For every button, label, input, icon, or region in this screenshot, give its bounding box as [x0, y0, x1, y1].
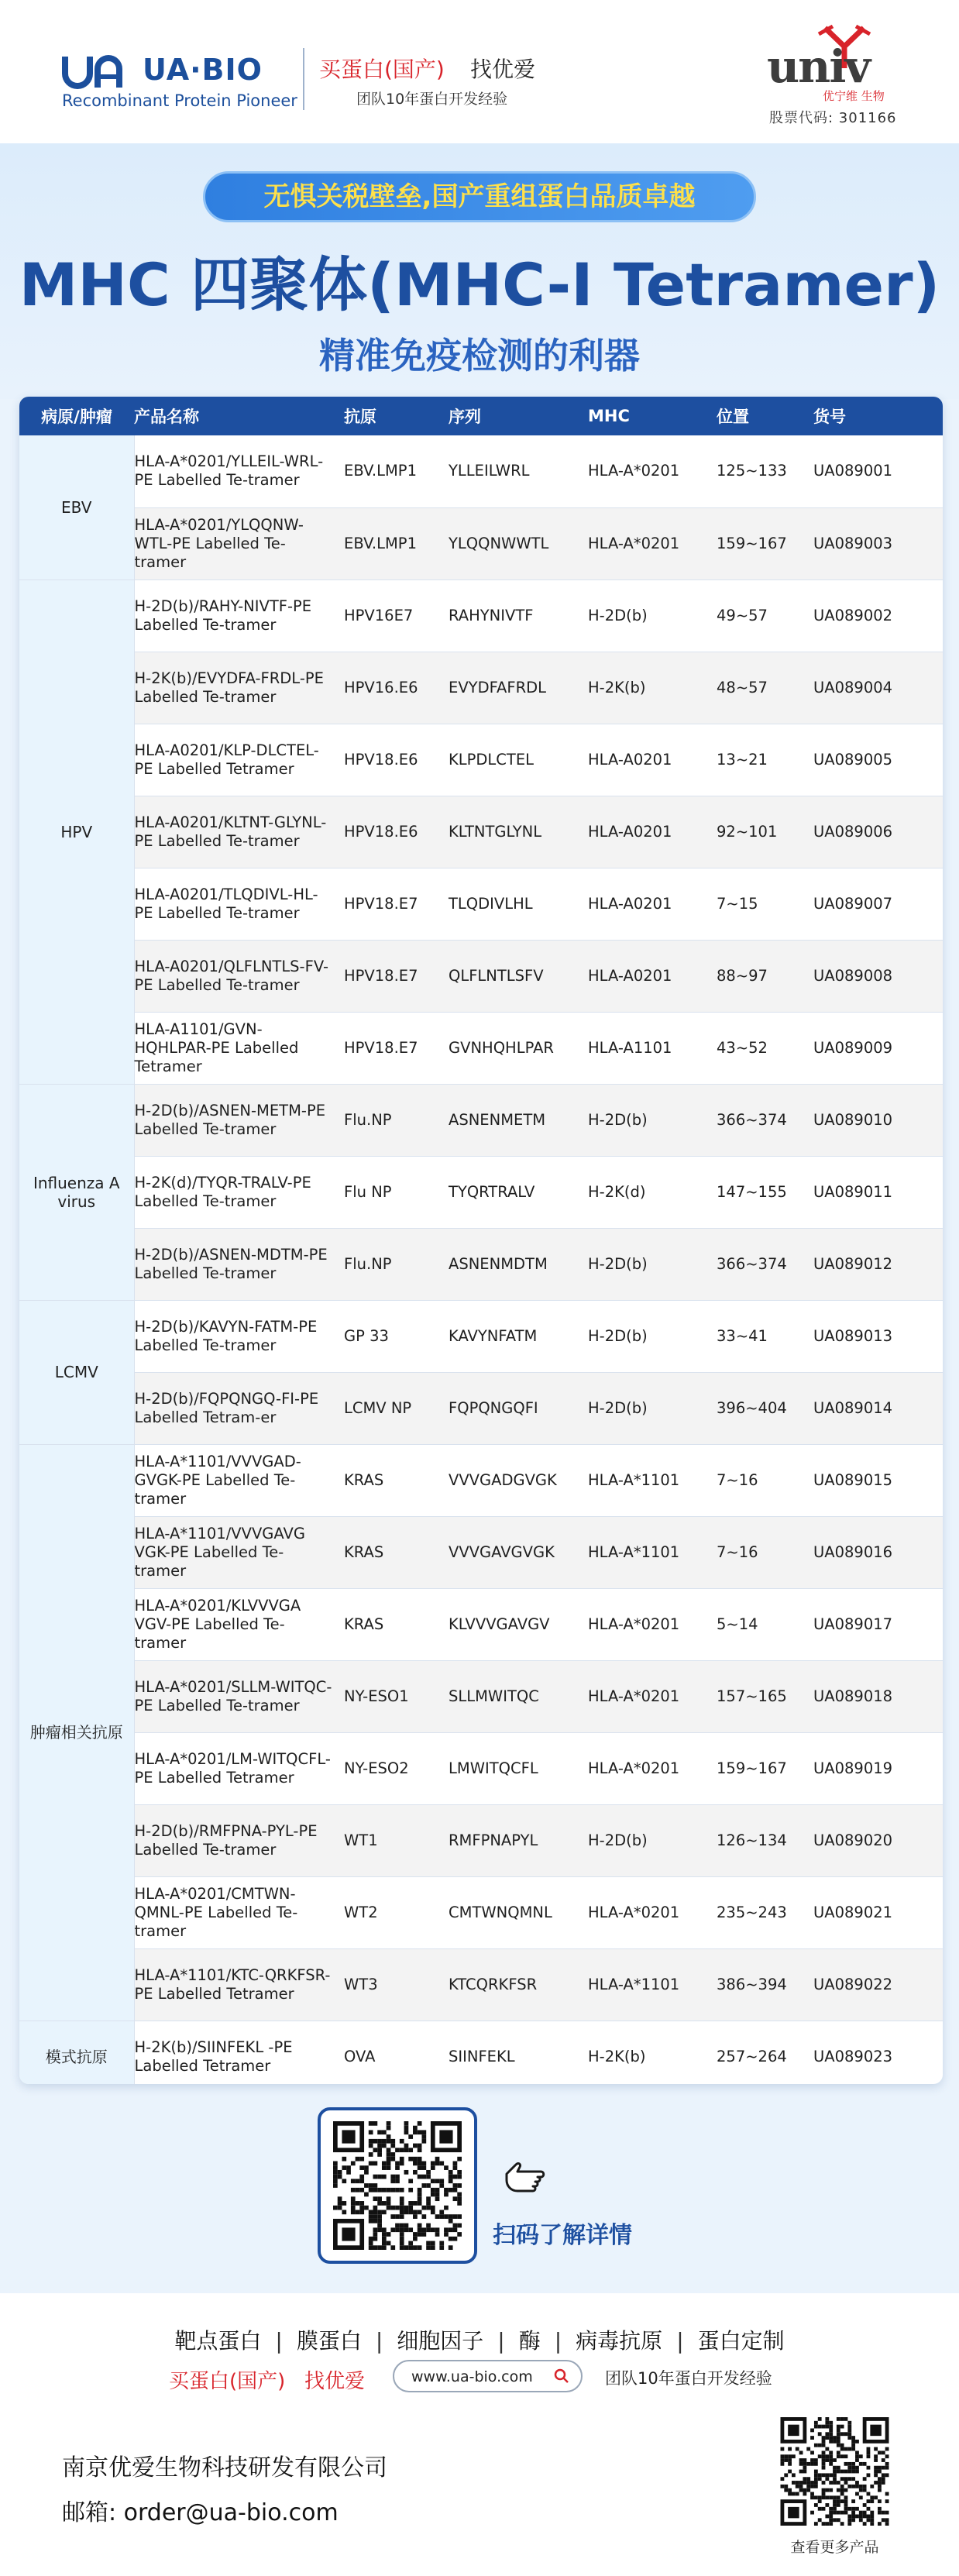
- category-separator: |: [676, 2328, 684, 2354]
- table-body: [19, 435, 943, 2084]
- cat-no-cell: UA089017: [813, 1588, 943, 1660]
- cat-no-cell: UA089008: [813, 940, 943, 1012]
- sequence-cell: FQPQNGQFI: [449, 1372, 588, 1444]
- product-name-cell: H-2D(b)/RMFPNA-PYL-PE Labelled Te-tramer: [134, 1804, 344, 1876]
- footer-qr-code[interactable]: [779, 2417, 891, 2526]
- category-item[interactable]: 酶: [518, 2328, 541, 2354]
- header-divider: [303, 48, 304, 110]
- cat-no-cell: UA089023: [813, 2021, 943, 2084]
- product-name-cell: HLA-A*0201/CMTWN-QMNL-PE Labelled Te-tramer: [134, 1876, 344, 1948]
- position-cell: 49~57: [717, 580, 813, 652]
- header-position: 位置: [717, 408, 749, 426]
- position-cell: 366~374: [717, 1228, 813, 1300]
- position-cell: 5~14: [717, 1588, 813, 1660]
- category-cell: 模式抗原: [19, 2021, 134, 2084]
- page-subtitle: 精准免疫检测的利器: [319, 335, 640, 377]
- table-row: [19, 1732, 943, 1804]
- mhc-cell: H-2K(d): [588, 1156, 717, 1228]
- table-row: [19, 1876, 943, 1948]
- cat-no-cell: UA089004: [813, 652, 943, 724]
- product-name-cell: H-2D(b)/FQPQNGQ-FI-PE Labelled Tetram-er: [134, 1372, 344, 1444]
- product-table-card: [19, 397, 943, 2084]
- header: [0, 0, 959, 143]
- mhc-cell: H-2D(b): [588, 1372, 717, 1444]
- qr-code-frame[interactable]: [318, 2107, 477, 2264]
- antigen-cell: HPV18.E7: [344, 868, 449, 940]
- table-row: [19, 1516, 943, 1588]
- product-name-cell: HLA-A*0201/KLVVVGA VGV-PE Labelled Te-tramer: [134, 1588, 344, 1660]
- header-pathogen: 病原/肿瘤: [41, 408, 112, 426]
- mhc-cell: HLA-A*0201: [588, 1876, 717, 1948]
- sequence-cell: TLQDIVLHL: [449, 868, 588, 940]
- cat-no-cell: UA089022: [813, 1948, 943, 2021]
- mhc-cell: H-2D(b): [588, 1084, 717, 1156]
- position-cell: 366~374: [717, 1084, 813, 1156]
- antigen-cell: WT1: [344, 1804, 449, 1876]
- view-more-products-label: 查看更多产品: [790, 2539, 879, 2556]
- cat-no-cell: UA089018: [813, 1660, 943, 1732]
- antigen-cell: KRAS: [344, 1588, 449, 1660]
- table-row: [19, 724, 943, 796]
- univ-logo[interactable]: [767, 23, 922, 108]
- header-sequence: 序列: [449, 408, 481, 426]
- position-cell: 157~165: [717, 1660, 813, 1732]
- antigen-cell: Flu.NP: [344, 1084, 449, 1156]
- antigen-cell: EBV.LMP1: [344, 507, 449, 580]
- product-name-cell: HLA-A*0201/LM-WITQCFL-PE Labelled Tetramer: [134, 1732, 344, 1804]
- table-row: [19, 1948, 943, 2021]
- category-item[interactable]: 病毒抗原: [576, 2328, 663, 2354]
- position-cell: 386~394: [717, 1948, 813, 2021]
- antigen-cell: OVA: [344, 2021, 449, 2084]
- mhc-cell: HLA-A0201: [588, 724, 717, 796]
- position-cell: 235~243: [717, 1876, 813, 1948]
- cat-no-cell: UA089015: [813, 1444, 943, 1516]
- sequence-cell: VVVGADGVGK: [449, 1444, 588, 1516]
- slogan-text: 无惧关税壁垒,国产重组蛋白品质卓越: [263, 181, 696, 212]
- table-row: [19, 1084, 943, 1156]
- cat-no-cell: UA089014: [813, 1372, 943, 1444]
- position-cell: 7~16: [717, 1516, 813, 1588]
- mhc-cell: H-2K(b): [588, 2021, 717, 2084]
- website-url: www.ua-bio.com: [411, 2368, 533, 2385]
- page-title: MHC 四聚体(MHC-I Tetramer): [19, 250, 940, 319]
- mhc-cell: HLA-A*1101: [588, 1516, 717, 1588]
- footer-find-label: 找优爱: [304, 2370, 366, 2393]
- hero-banner: [0, 143, 959, 399]
- cat-no-cell: UA089010: [813, 1084, 943, 1156]
- sequence-cell: KLVVVGAVGV: [449, 1588, 588, 1660]
- position-cell: 257~264: [717, 2021, 813, 2084]
- cat-no-cell: UA089021: [813, 1876, 943, 1948]
- slogan-pill: [203, 171, 756, 222]
- footer-team-label: 团队10年蛋白开发经验: [605, 2369, 772, 2388]
- antigen-cell: HPV16.E6: [344, 652, 449, 724]
- sequence-cell: YLQQNWWTL: [449, 507, 588, 580]
- company-name: 南京优爱生物科技研发有限公司: [62, 2454, 387, 2481]
- cat-no-cell: UA089002: [813, 580, 943, 652]
- mhc-cell: HLA-A*0201: [588, 507, 717, 580]
- sequence-cell: ASNENMDTM: [449, 1228, 588, 1300]
- header-mhc: MHC: [588, 407, 630, 425]
- mhc-cell: H-2D(b): [588, 1300, 717, 1372]
- sequence-cell: QLFLNTLSFV: [449, 940, 588, 1012]
- stock-code: 股票代码: 301166: [769, 110, 897, 126]
- antigen-cell: NY-ESO2: [344, 1732, 449, 1804]
- table-row: [19, 2021, 943, 2084]
- mhc-cell: H-2D(b): [588, 1228, 717, 1300]
- cat-no-cell: UA089012: [813, 1228, 943, 1300]
- product-name-cell: HLA-A*0201/YLQQNW-WTL-PE Labelled Te-tramer: [134, 507, 344, 580]
- univ-wordmark: univ: [767, 40, 870, 93]
- position-cell: 159~167: [717, 507, 813, 580]
- mhc-cell: H-2D(b): [588, 580, 717, 652]
- product-name-cell: H-2D(b)/RAHY-NIVTF-PE Labelled Te-tramer: [134, 580, 344, 652]
- category-separator: |: [554, 2328, 562, 2354]
- antigen-cell: HPV16E7: [344, 580, 449, 652]
- antigen-cell: NY-ESO1: [344, 1660, 449, 1732]
- antigen-cell: HPV18.E6: [344, 724, 449, 796]
- pointing-hand-icon: [493, 2143, 555, 2205]
- position-cell: 33~41: [717, 1300, 813, 1372]
- table-row: [19, 1012, 943, 1084]
- sequence-cell: KLPDLCTEL: [449, 724, 588, 796]
- table-row: [19, 1300, 943, 1372]
- antigen-cell: HPV18.E6: [344, 796, 449, 868]
- mhc-cell: H-2K(b): [588, 652, 717, 724]
- category-separator: |: [375, 2328, 383, 2354]
- category-cell: Influenza A virus: [19, 1084, 134, 1300]
- position-cell: 125~133: [717, 435, 813, 507]
- product-table: [19, 397, 943, 2084]
- sequence-cell: ASNENMETM: [449, 1084, 588, 1156]
- cat-no-cell: UA089016: [813, 1516, 943, 1588]
- position-cell: 396~404: [717, 1372, 813, 1444]
- position-cell: 88~97: [717, 940, 813, 1012]
- table-row: [19, 1660, 943, 1732]
- sequence-cell: RAHYNIVTF: [449, 580, 588, 652]
- table-row: [19, 1588, 943, 1660]
- product-name-cell: HLA-A*1101/VVVGAD-GVGK-PE Labelled Te-tramer: [134, 1444, 344, 1516]
- table-header-row: [19, 397, 943, 435]
- cat-no-cell: UA089019: [813, 1732, 943, 1804]
- cat-no-cell: UA089007: [813, 868, 943, 940]
- search-icon: [553, 2368, 570, 2385]
- cat-no-cell: UA089009: [813, 1012, 943, 1084]
- product-name-cell: HLA-A*0201/SLLM-WITQC-PE Labelled Te-tramer: [134, 1660, 344, 1732]
- cat-no-cell: UA089005: [813, 724, 943, 796]
- table-row: [19, 1804, 943, 1876]
- position-cell: 147~155: [717, 1156, 813, 1228]
- mhc-cell: HLA-A*0201: [588, 1588, 717, 1660]
- position-cell: 126~134: [717, 1804, 813, 1876]
- category-item[interactable]: 细胞因子: [397, 2328, 484, 2354]
- sequence-cell: LMWITQCFL: [449, 1732, 588, 1804]
- product-name-cell: HLA-A0201/TLQDIVL-HL-PE Labelled Te-tramer: [134, 868, 344, 940]
- product-name-cell: HLA-A*0201/YLLEIL-WRL-PE Labelled Te-tramer: [134, 435, 344, 507]
- antigen-cell: GP 33: [344, 1300, 449, 1372]
- mhc-cell: HLA-A1101: [588, 1012, 717, 1084]
- category-separator: |: [497, 2328, 505, 2354]
- sequence-cell: GVNHQHLPAR: [449, 1012, 588, 1084]
- product-name-cell: HLA-A*1101/KTC-QRKFSR-PE Labelled Tetramer: [134, 1948, 344, 2021]
- product-name-cell: H-2D(b)/ASNEN-MDTM-PE Labelled Te-tramer: [134, 1228, 344, 1300]
- category-cell: LCMV: [19, 1300, 134, 1444]
- antigen-cell: Flu NP: [344, 1156, 449, 1228]
- category-item[interactable]: 蛋白定制: [697, 2328, 785, 2354]
- table-row: [19, 868, 943, 940]
- position-cell: 13~21: [717, 724, 813, 796]
- table-row: [19, 580, 943, 652]
- antigen-cell: WT2: [344, 1876, 449, 1948]
- product-name-cell: H-2D(b)/KAVYN-FATM-PE Labelled Te-tramer: [134, 1300, 344, 1372]
- product-name-cell: H-2K(b)/EVYDFA-FRDL-PE Labelled Te-tramer: [134, 652, 344, 724]
- antigen-cell: HPV18.E7: [344, 1012, 449, 1084]
- mhc-cell: HLA-A*0201: [588, 1732, 717, 1804]
- mhc-cell: HLA-A0201: [588, 940, 717, 1012]
- category-cell: 肿瘤相关抗原: [19, 1444, 134, 2021]
- qr-section: [0, 2084, 959, 2293]
- header-antigen: 抗原: [344, 408, 376, 426]
- scan-for-details-label: 扫码了解详情: [493, 2222, 632, 2249]
- website-search-box[interactable]: [393, 2360, 583, 2392]
- table-row: [19, 1156, 943, 1228]
- antigen-cell: HPV18.E7: [344, 940, 449, 1012]
- table-row: [19, 1228, 943, 1300]
- mhc-cell: HLA-A0201: [588, 796, 717, 868]
- product-name-cell: HLA-A0201/KLTNT-GLYNL-PE Labelled Te-tramer: [134, 796, 344, 868]
- table-row: [19, 940, 943, 1012]
- position-cell: 7~15: [717, 868, 813, 940]
- category-item[interactable]: 膜蛋白: [296, 2328, 362, 2354]
- team-experience-label: 团队10年蛋白开发经验: [356, 91, 508, 108]
- table-row: [19, 796, 943, 868]
- buy-protein-label: 买蛋白(国产): [319, 57, 445, 82]
- sequence-cell: KLTNTGLYNL: [449, 796, 588, 868]
- table-row: [19, 507, 943, 580]
- table-row: [19, 1372, 943, 1444]
- sequence-cell: RMFPNAPYL: [449, 1804, 588, 1876]
- brand-name: UA·BIO: [143, 53, 263, 87]
- mhc-cell: HLA-A0201: [588, 868, 717, 940]
- product-name-cell: HLA-A1101/GVN-HQHLPAR-PE Labelled Tetramer: [134, 1012, 344, 1084]
- table-row: [19, 1444, 943, 1516]
- mhc-cell: HLA-A*1101: [588, 1948, 717, 2021]
- mhc-cell: H-2D(b): [588, 1804, 717, 1876]
- cat-no-cell: UA089001: [813, 435, 943, 507]
- sequence-cell: TYQRTRALV: [449, 1156, 588, 1228]
- antigen-cell: EBV.LMP1: [344, 435, 449, 507]
- find-ua-label: 找优爱: [470, 57, 536, 82]
- cat-no-cell: UA089006: [813, 796, 943, 868]
- mhc-cell: HLA-A*0201: [588, 1660, 717, 1732]
- qr-code: [332, 2121, 463, 2250]
- product-name-cell: H-2D(b)/ASNEN-METM-PE Labelled Te-tramer: [134, 1084, 344, 1156]
- product-name-cell: HLA-A0201/QLFLNTLS-FV-PE Labelled Te-tramer: [134, 940, 344, 1012]
- product-name-cell: HLA-A0201/KLP-DLCTEL-PE Labelled Tetramer: [134, 724, 344, 796]
- mhc-cell: HLA-A*0201: [588, 435, 717, 507]
- sequence-cell: KAVYNFATM: [449, 1300, 588, 1372]
- sequence-cell: EVYDFAFRDL: [449, 652, 588, 724]
- sequence-cell: CMTWNQMNL: [449, 1876, 588, 1948]
- sequence-cell: SLLMWITQC: [449, 1660, 588, 1732]
- position-cell: 43~52: [717, 1012, 813, 1084]
- mhc-cell: HLA-A*1101: [588, 1444, 717, 1516]
- antigen-cell: LCMV NP: [344, 1372, 449, 1444]
- category-cell: EBV: [19, 435, 134, 580]
- ua-bio-logo-icon: [62, 50, 125, 89]
- position-cell: 7~16: [717, 1444, 813, 1516]
- position-cell: 159~167: [717, 1732, 813, 1804]
- cat-no-cell: UA089011: [813, 1156, 943, 1228]
- category-separator: |: [275, 2328, 283, 2354]
- position-cell: 92~101: [717, 796, 813, 868]
- sequence-cell: KTCQRKFSR: [449, 1948, 588, 2021]
- header-cat-no: 货号: [813, 408, 846, 426]
- table-row: [19, 435, 943, 507]
- product-name-cell: HLA-A*1101/VVVGAVG VGK-PE Labelled Te-tramer: [134, 1516, 344, 1588]
- product-category-list: [0, 2324, 959, 2355]
- table-row: [19, 652, 943, 724]
- product-name-cell: H-2K(b)/SIINFEKL -PE Labelled Tetramer: [134, 2021, 344, 2084]
- cat-no-cell: UA089013: [813, 1300, 943, 1372]
- ua-bio-logo[interactable]: [62, 46, 263, 93]
- sequence-cell: VVVGAVGVGK: [449, 1516, 588, 1588]
- sequence-cell: SIINFEKL: [449, 2021, 588, 2084]
- contact-email[interactable]: 邮箱: order@ua-bio.com: [62, 2499, 339, 2526]
- category-item[interactable]: 靶点蛋白: [174, 2328, 262, 2354]
- antigen-cell: WT3: [344, 1948, 449, 2021]
- header-product-name: 产品名称: [134, 408, 199, 426]
- antigen-cell: Flu.NP: [344, 1228, 449, 1300]
- antigen-cell: KRAS: [344, 1444, 449, 1516]
- brand-tagline: Recombinant Protein Pioneer: [62, 91, 297, 110]
- category-cell: HPV: [19, 580, 134, 1084]
- footer-buy-label: 买蛋白(国产): [169, 2370, 286, 2393]
- sequence-cell: YLLEILWRL: [449, 435, 588, 507]
- position-cell: 48~57: [717, 652, 813, 724]
- product-name-cell: H-2K(d)/TYQR-TRALV-PE Labelled Te-tramer: [134, 1156, 344, 1228]
- antigen-cell: KRAS: [344, 1516, 449, 1588]
- cat-no-cell: UA089003: [813, 507, 943, 580]
- cat-no-cell: UA089020: [813, 1804, 943, 1876]
- footer: [0, 2293, 959, 2576]
- univ-cn-name: 优宁维 生物: [823, 89, 885, 103]
